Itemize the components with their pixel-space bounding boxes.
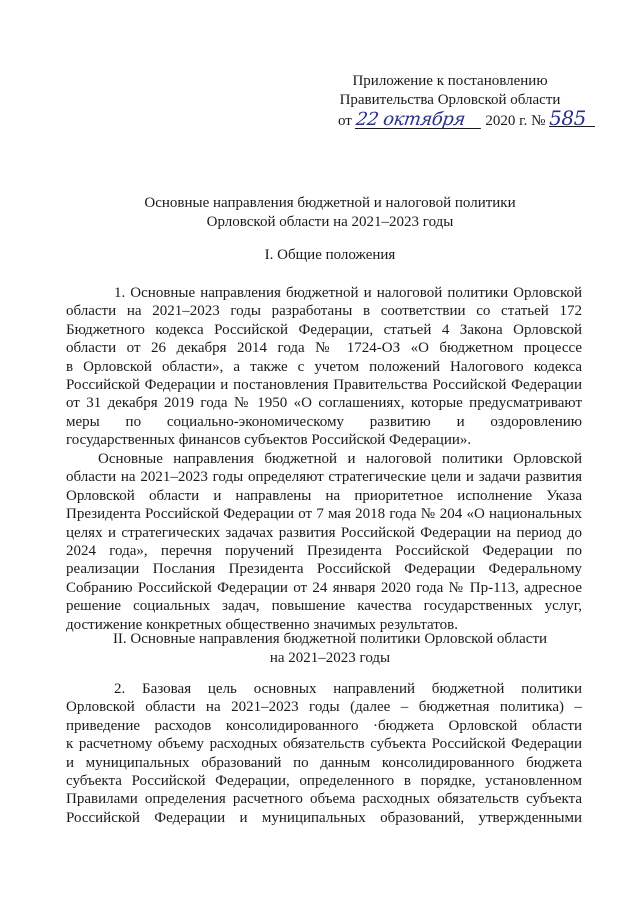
text-line: Орловской области на 2021–2023 годы (далее – бюджетная политика) – — [66, 699, 582, 716]
text-line: в Орловской области», а также с учетом положений Налогового кодекса — [66, 358, 582, 375]
section-1-paragraph-2 — [66, 450, 582, 634]
section-1-paragraph-1 — [66, 284, 582, 450]
section-2-paragraph-1 — [66, 680, 582, 827]
date-suffix: 2020 г. № — [485, 113, 546, 129]
handwritten-number: 585 — [549, 110, 595, 127]
handwritten-date: 22 октября — [354, 112, 482, 129]
title-line-2: Орловской области на 2021–2023 годы — [206, 214, 454, 230]
text-line: области от 26 декабря 2014 года № 1724-ОЗ «О бюджетном процессе — [66, 340, 582, 357]
text-line: 2. Базовая цель основных направлений бюджетной политики — [114, 681, 582, 697]
text-line: приведение расходов консолидированного ·бюджета Орловской области — [66, 717, 582, 734]
title-line-1: Основные направления бюджетной и налоговой политики — [144, 195, 516, 211]
section-2-heading-line-1: II. Основные направления бюджетной политики Орловской области — [112, 631, 548, 647]
text-line: области на 2021–2023 годы разработаны в соответствии со статьей 172 — [66, 303, 582, 320]
text-line: области на 2021–2023 годы определяют стратегические цели и задачи развития — [66, 469, 582, 486]
text-line: Собранию Российской Федерации от 24 января 2020 года № Пр-113, адресное — [66, 579, 582, 596]
text-line: государственных финансов субъектов Российской Федерации». — [66, 432, 472, 449]
text-line: целях и стратегических задачах развития Российской Федерации на период до — [66, 524, 582, 541]
section-1-heading — [80, 246, 580, 265]
text-line: субъекта Российской Федерации, определенного в порядке, установленном — [66, 773, 582, 790]
text-line: Основные направления бюджетной и налоговой политики Орловской — [98, 451, 582, 467]
text-line: 1. Основные направления бюджетной и налоговой политики Орловской — [114, 285, 582, 301]
text-line: Бюджетного кодекса Российской Федерации, статьей 4 Закона Орловской — [66, 321, 582, 338]
text-line: от 31 декабря 2019 года № 1950 «О соглашениях, которые предусматривают — [66, 395, 582, 412]
section-2-heading — [80, 630, 580, 668]
text-line: и муниципальных образований по данным консолидированного бюджета — [66, 754, 582, 771]
text-line: Российской Федерации и муниципальных образований, утвержденными — [66, 809, 582, 826]
date-prefix: от — [338, 113, 352, 129]
text-line: Правилами определения расчетного объема расходных обязательств субъекта — [66, 791, 582, 808]
section-1-heading-text: I. Общие положения — [264, 247, 396, 263]
text-line: решение социальных задач, повышение качества государственных услуг, — [66, 598, 582, 615]
text-line: меры по социально-экономическому развитию и оздоровлению — [66, 413, 582, 430]
header-date-line — [300, 106, 600, 131]
text-line: достижение конкретных общественно значимых результатов. — [66, 616, 458, 633]
header-line-2: Правительства Орловской области — [339, 92, 561, 108]
text-line: 2024 года», перечня поручений Президента Российской Федерации по — [66, 543, 582, 560]
text-line: реализации Послания Президента Российской Федерации Федеральному — [66, 561, 582, 578]
text-line: Орловской области и направлены на приоритетное исполнение Указа — [66, 487, 582, 504]
text-line: к расчетному объему расходных обязательств субъекта Российской Федерации — [66, 736, 582, 753]
section-2-heading-line-2: на 2021–2023 годы — [269, 650, 391, 666]
header-line-1: Приложение к постановлению — [352, 73, 548, 89]
text-line: Президента Российской Федерации от 7 мая 2018 года № 204 «О национальных — [66, 506, 582, 523]
document-title — [80, 194, 580, 232]
text-line: Российской Федерации и постановления Правительства Российской Федерации — [66, 377, 582, 394]
approval-header — [300, 72, 600, 131]
